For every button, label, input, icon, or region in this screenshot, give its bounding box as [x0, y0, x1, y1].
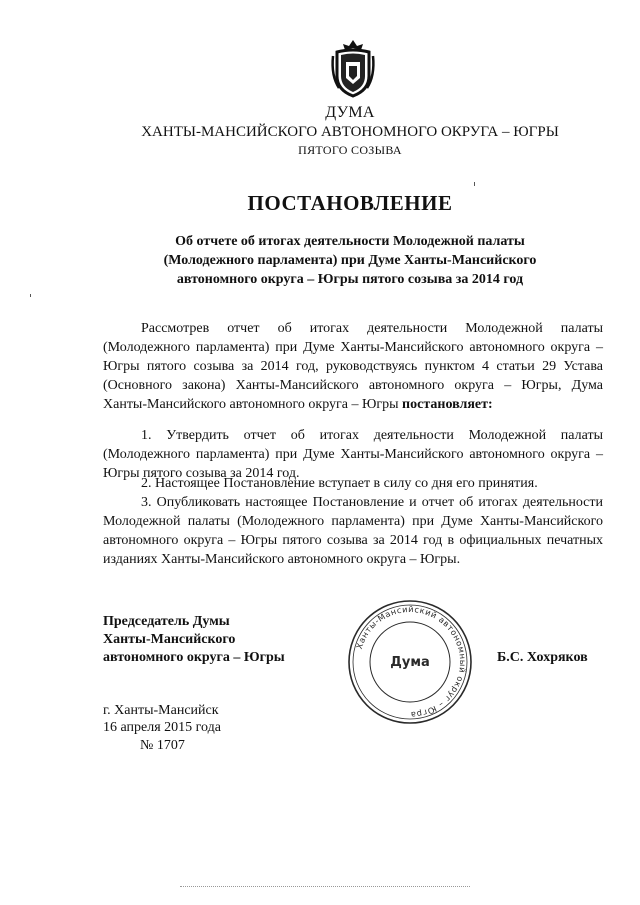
- preamble-paragraph: [103, 319, 603, 414]
- document-date: 16 апреля 2015 года: [103, 720, 221, 735]
- signatory-position-line: автономного округа – Югры: [103, 650, 285, 665]
- document-title-line: (Молодежного парламента) при Думе Ханты-Мансийского: [163, 253, 537, 268]
- preamble-decision: постановляет:: [402, 397, 493, 412]
- signatory-position-line: Председатель Думы: [103, 614, 230, 629]
- signatory-name: Б.С. Хохряков: [497, 650, 588, 665]
- document-title-line: автономного округа – Югры пятого созыва за 2014 год: [176, 272, 524, 287]
- scan-mark: [474, 182, 475, 186]
- signatory-position: [103, 613, 333, 667]
- organization-region: ХАНТЫ-МАНСИЙСКОГО АВТОНОМНОГО ОКРУГА – ЮГРЫ: [141, 124, 559, 140]
- stamp-ring-text: Ханты-Мансийский автономный округ – Югра: [353, 603, 469, 721]
- document-title-line: Об отчете об итогах деятельности Молодежной палаты: [175, 234, 525, 249]
- official-seal-icon: [345, 597, 475, 727]
- resolution-item-2: 2. Настоящее Постановление вступает в силу со дня его принятия.: [141, 476, 538, 491]
- preamble-text: Рассмотрев отчет об итогах деятельности Молодежной палаты (Молодежного парламента) при Думе Ханты-Мансийского автономного округа – Югры пятого созыва за 2014 год, руководствуясь пунктом 4 статьи 29 Устава (Основного закона) Ханты-Мансийского автономного округа – Югры, Дума Ханты-Мансийского автономного округа – Югры: [103, 321, 603, 412]
- resolution-item-3: 3. Опубликовать настоящее Постановление и отчет об итогах деятельности Молодежной палаты (Молодежного парламента) при Думе Ханты-Мансийского автономного округа – Югры пятого созыва за 2014 год в официальных печатных изданиях Ханты-Мансийского автономного округа – Югры.: [103, 495, 603, 567]
- organization-name: ДУМА: [325, 104, 375, 121]
- resolution-item-1: 1. Утвердить отчет об итогах деятельности Молодежной палаты (Молодежного парламента) при Думе Ханты-Мансийского автономного округа – Югры пятого созыва за 2014 год.: [103, 428, 603, 481]
- scan-mark: [30, 294, 31, 297]
- document-number: № 1707: [140, 738, 185, 753]
- coat-of-arms-icon: [329, 36, 377, 98]
- scan-artifact-line: [180, 886, 470, 887]
- stamp-center-text: Дума: [390, 655, 430, 670]
- organization-convocation: ПЯТОГО СОЗЫВА: [298, 143, 402, 157]
- document-title: [150, 232, 550, 289]
- signatory-position-line: Ханты-Мансийского: [103, 632, 236, 647]
- document-type: ПОСТАНОВЛЕНИЕ: [247, 191, 453, 215]
- document-place: г. Ханты-Мансийск: [103, 703, 219, 718]
